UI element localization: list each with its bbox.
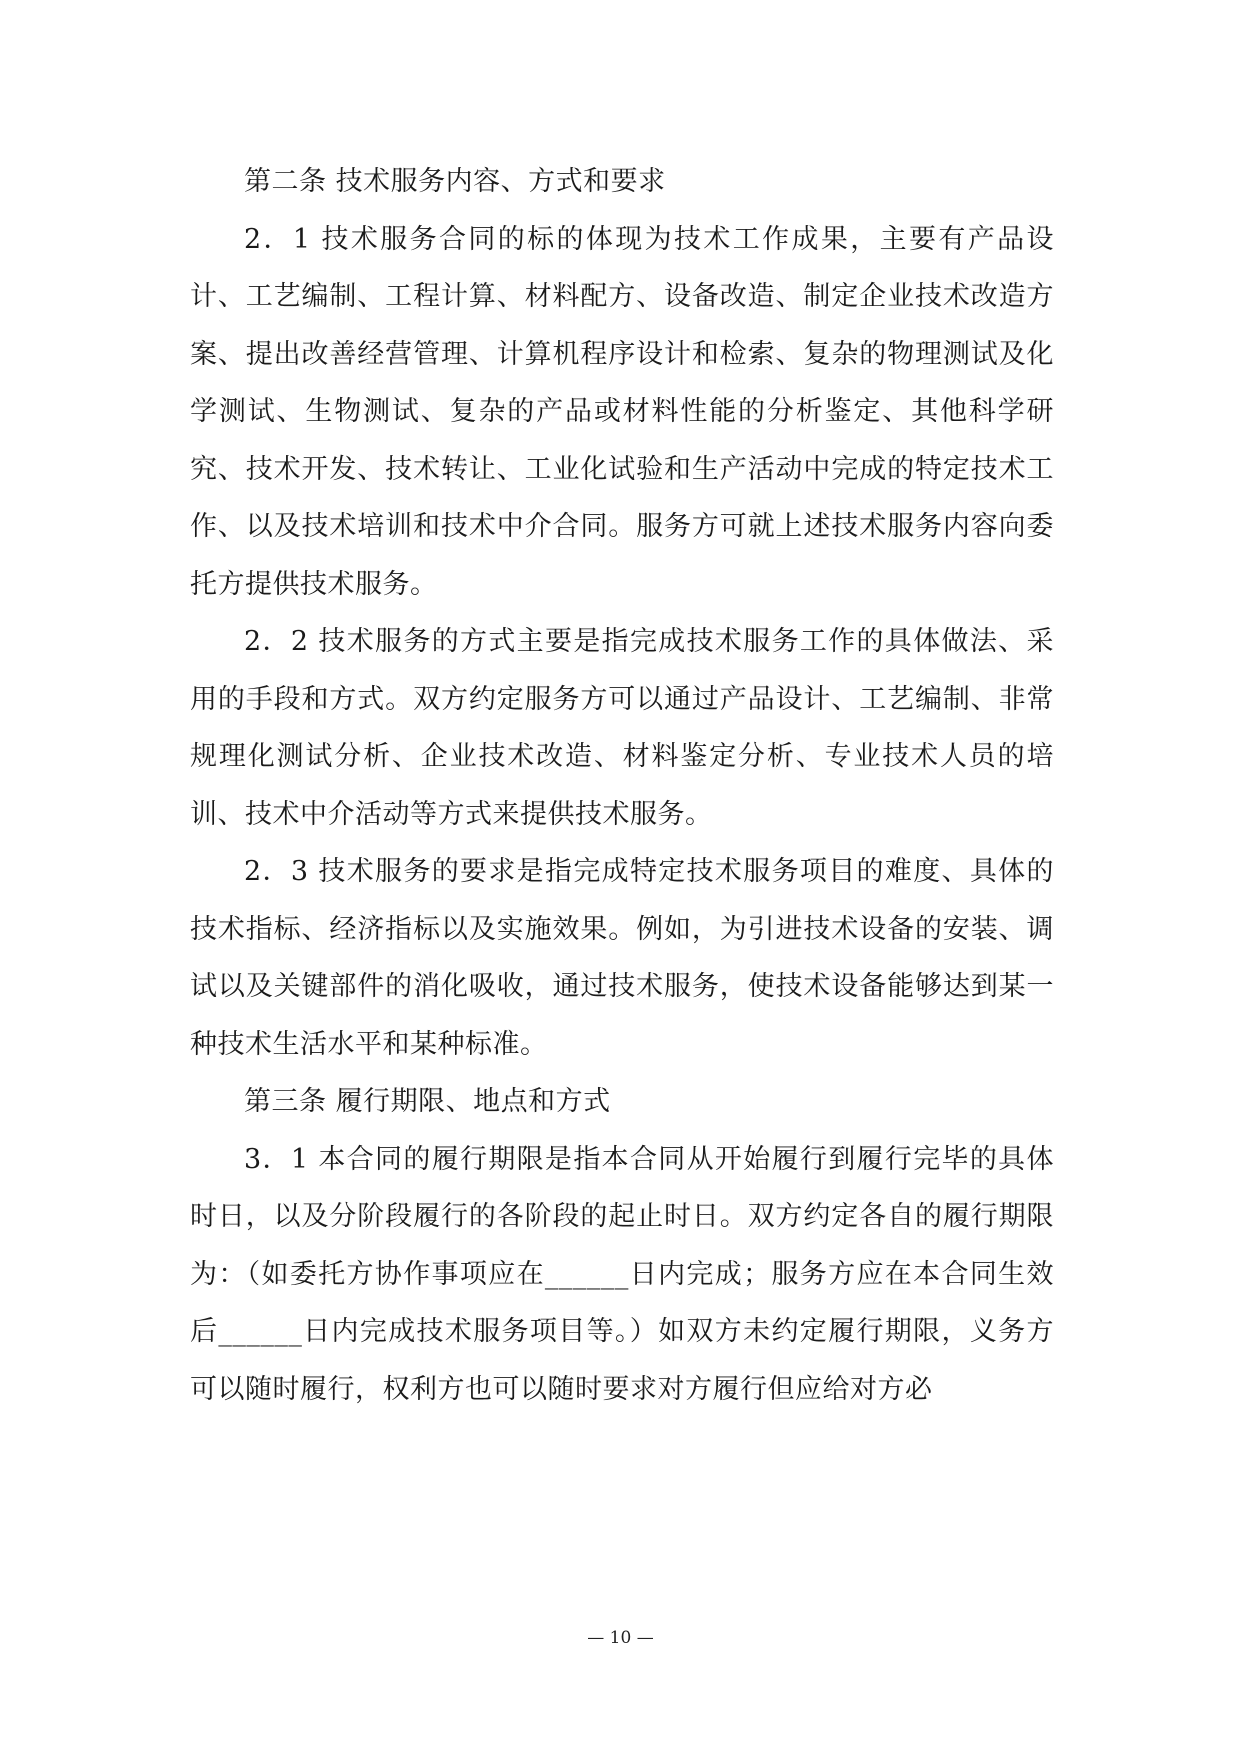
page-number: — 10 — xyxy=(587,1628,654,1648)
document-body xyxy=(190,153,1054,1418)
article-3-heading: 第三条 履行期限、地点和方式 xyxy=(244,1086,611,1117)
clause-2-1: 2．1 技术服务合同的标的体现为技术工作成果，主要有产品设计、工艺编制、工程计算、材料配方、设备改造、制定企业技术改造方案、提出改善经营管理、计算机程序设计和检索、复杂的物理测试及化学测试、生物测试、复杂的产品或材料性能的分析鉴定、其他科学研究、技术开发、技术转让、工业化试验和生产活动中完成的特定技术工作、以及技术培训和技术中介合同。服务方可就上述技术服务内容向委托方提供技术服务。 xyxy=(190,223,1054,600)
clause-2-3: 2．3 技术服务的要求是指完成特定技术服务项目的难度、具体的技术指标、经济指标以及实施效果。例如，为引进技术设备的安装、调试以及关键部件的消化吸收，通过技术服务，使技术设备能够达到某一种技术生活水平和某种标准。 xyxy=(190,856,1054,1060)
article-2-heading: 第二条 技术服务内容、方式和要求 xyxy=(244,166,666,197)
clause-3-1: 3．1 本合同的履行期限是指本合同从开始履行到履行完毕的具体时日，以及分阶段履行的各阶段的起止时日。双方约定各自的履行期限为：（如委托方协作事项应在______日内完成；服务方应在本合同生效后______日内完成技术服务项目等。）如双方未约定履行期限，义务方可以随时履行，权利方也可以随时要求对方履行但应给对方必 xyxy=(190,1143,1054,1405)
clause-2-2: 2．2 技术服务的方式主要是指完成技术服务工作的具体做法、采用的手段和方式。双方约定服务方可以通过产品设计、工艺编制、非常规理化测试分析、企业技术改造、材料鉴定分析、专业技术人员的培训、技术中介活动等方式来提供技术服务。 xyxy=(190,626,1054,830)
